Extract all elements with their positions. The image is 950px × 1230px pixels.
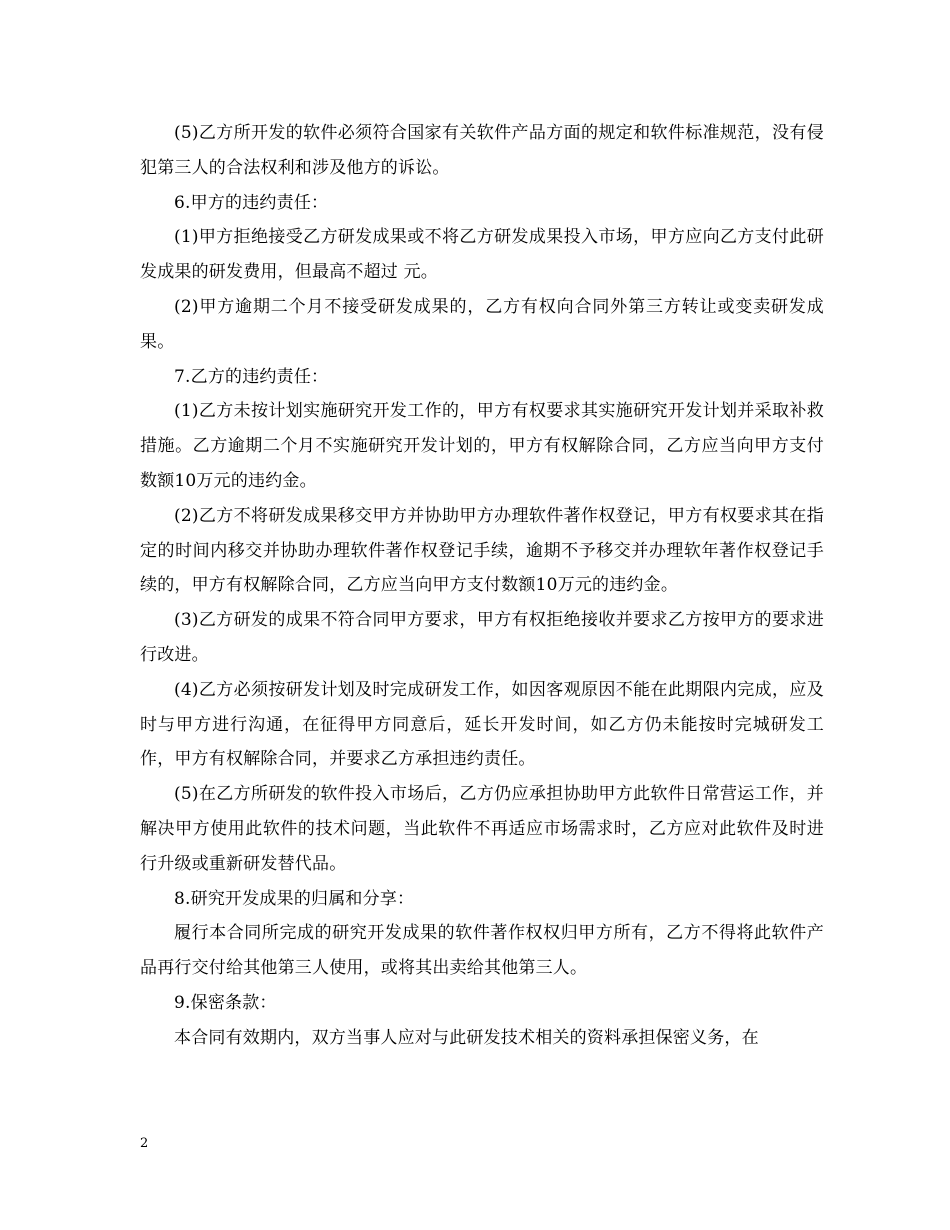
heading-party-b-liability: 7.乙方的违约责任： bbox=[174, 366, 329, 387]
heading-confidentiality: 9.保密条款： bbox=[174, 992, 277, 1013]
paragraph-party-b-clause-2: (2)乙方不将研发成果移交甲方并协助甲方办理软件著作权登记，甲方有权要求其在指定的时间内移交并协助办理软件著作权登记手续，逾期不予移交并办理软年著作权登记手续的，甲方有权解除合同，乙方应当向甲方支付数额10万元的违约金。 bbox=[140, 505, 824, 596]
paragraph-confidentiality: 本合同有效期内，双方当事人应对与此研发技术相关的资料承担保密义务，在 bbox=[174, 1027, 759, 1048]
heading-ownership: 8.研究开发成果的归属和分享： bbox=[174, 888, 415, 909]
paragraph-ownership: 履行本合同所完成的研究开发成果的软件著作权权归甲方所有，乙方不得将此软件产品再行交付给其他第三人使用，或将其出卖给其他第三人。 bbox=[140, 923, 824, 979]
paragraph-party-b-clause-1: (1)乙方未按计划实施研究开发工作的，甲方有权要求其实施研究开发计划并采取补救措施。乙方逾期二个月不实施研究开发计划的，甲方有权解除合同，乙方应当向甲方支付数额10万元的违约金。 bbox=[140, 401, 824, 491]
paragraph-party-a-clause-2: (2)甲方逾期二个月不接受研发成果的，乙方有权向合同外第三方转让或变卖研发成果。 bbox=[140, 296, 824, 352]
paragraph-party-a-clause-1: (1)甲方拒绝接受乙方研发成果或不将乙方研发成果投入市场，甲方应向乙方支付此研发成果的研发费用，但最高不超过 元。 bbox=[140, 227, 824, 283]
heading-party-a-liability: 6.甲方的违约责任： bbox=[174, 192, 329, 213]
paragraph-party-b-clause-5: (5)在乙方所研发的软件投入市场后，乙方仍应承担协助甲方此软件日常营运工作，并解决甲方使用此软件的技术问题，当此软件不再适应市场需求时，乙方应对此软件及时进行升级或重新研发替代品。 bbox=[140, 784, 824, 874]
page-number: 2 bbox=[140, 1136, 149, 1151]
document-body bbox=[140, 116, 824, 1056]
paragraph-party-b-clause-4: (4)乙方必须按研发计划及时完成研发工作，如因客观原因不能在此期限内完成，应及时与甲方进行沟通，在征得甲方同意后，延长开发时间，如乙方仍未能按时完城研发工作，甲方有权解除合同，并要求乙方承担违约责任。 bbox=[140, 679, 824, 770]
paragraph-party-b-clause-5-compliance: (5)乙方所开发的软件必须符合国家有关软件产品方面的规定和软件标准规范，没有侵犯第三人的合法权利和涉及他方的诉讼。 bbox=[140, 123, 824, 178]
paragraph-party-b-clause-3: (3)乙方研发的成果不符合同甲方要求，甲方有权拒绝接收并要求乙方按甲方的要求进行改进。 bbox=[140, 610, 824, 665]
